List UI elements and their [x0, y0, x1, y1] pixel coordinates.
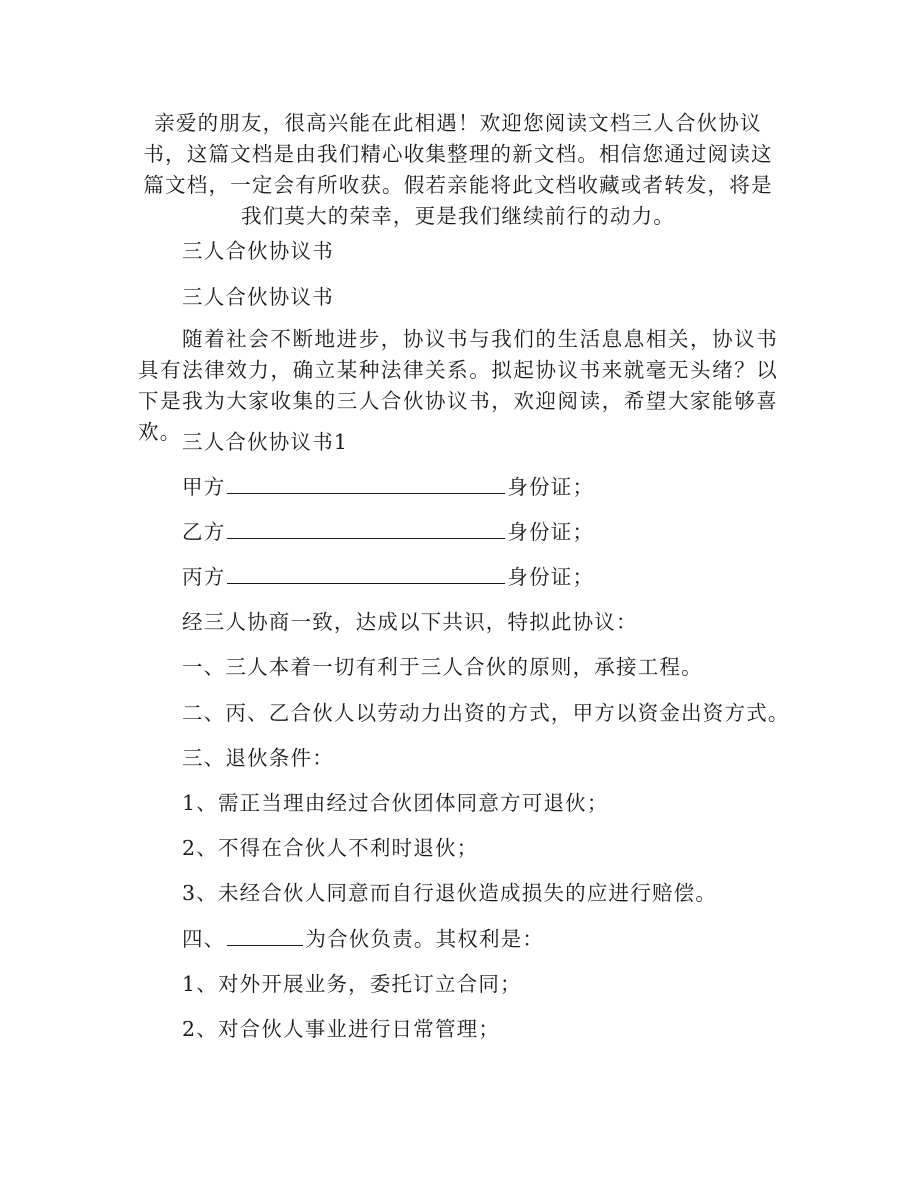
party-line-a — [182, 472, 594, 502]
clause-4-suffix: 为合伙负责。其权利是： — [305, 927, 545, 951]
name-blank — [227, 518, 505, 539]
preface-paragraph: 随着社会不断地进步，协议书与我们的生活息息相关，协议书具有法律效力，确立某种法律关系。拟起协议书来就毫无头绪？以下是我为大家收集的三人合伙协议书，欢迎阅读，希望大家能够喜欢。 — [138, 327, 778, 444]
name-blank — [227, 473, 505, 494]
clause-3: 三、退伙条件： — [182, 746, 334, 770]
name-blank — [227, 563, 505, 584]
clause-4-item: 2、对合伙人事业进行日常管理； — [182, 1017, 501, 1041]
clause-3-item: 2、不得在合伙人不利时退伙； — [182, 836, 479, 860]
clause-3-item: 1、需正当理由经过合伙团体同意方可退伙； — [182, 791, 609, 815]
document-subtitle: 三人合伙协议书 — [182, 285, 334, 309]
clause-4-prefix: 四、 — [182, 927, 226, 951]
section-title: 三人合伙协议书1 — [182, 430, 349, 454]
id-label: 身份证； — [507, 565, 595, 589]
id-label: 身份证； — [507, 520, 595, 544]
clause-3-item: 3、未经合伙人同意而自行退伙造成损失的应进行赔偿。 — [182, 881, 718, 905]
party-line-c — [182, 562, 594, 592]
clause-4 — [182, 924, 544, 954]
responsible-blank — [227, 925, 303, 946]
id-label: 身份证； — [507, 475, 595, 499]
party-line-b — [182, 517, 594, 547]
clause-2: 二、丙、乙合伙人以劳动力出资的方式，甲方以资金出资方式。 — [182, 701, 790, 725]
clause-1: 一、三人本着一切有利于三人合伙的原则，承接工程。 — [182, 655, 703, 679]
party-label: 乙方 — [182, 520, 226, 544]
party-label: 甲方 — [182, 475, 226, 499]
consensus-line: 经三人协商一致，达成以下共识，特拟此协议： — [182, 610, 638, 634]
clause-4-item: 1、对外开展业务，委托订立合同； — [182, 972, 522, 996]
party-label: 丙方 — [182, 565, 226, 589]
document-title: 三人合伙协议书 — [182, 239, 334, 263]
intro-paragraph: 亲爱的朋友，很高兴能在此相遇！欢迎您阅读文档三人合伙协议书，这篇文档是由我们精心收集整理的新文档。相信您通过阅读这篇文档，一定会有所收获。假若亲能将此文档收藏或者转发，将是我们莫大的荣幸，更是我们继续前行的动力。 — [143, 111, 773, 228]
